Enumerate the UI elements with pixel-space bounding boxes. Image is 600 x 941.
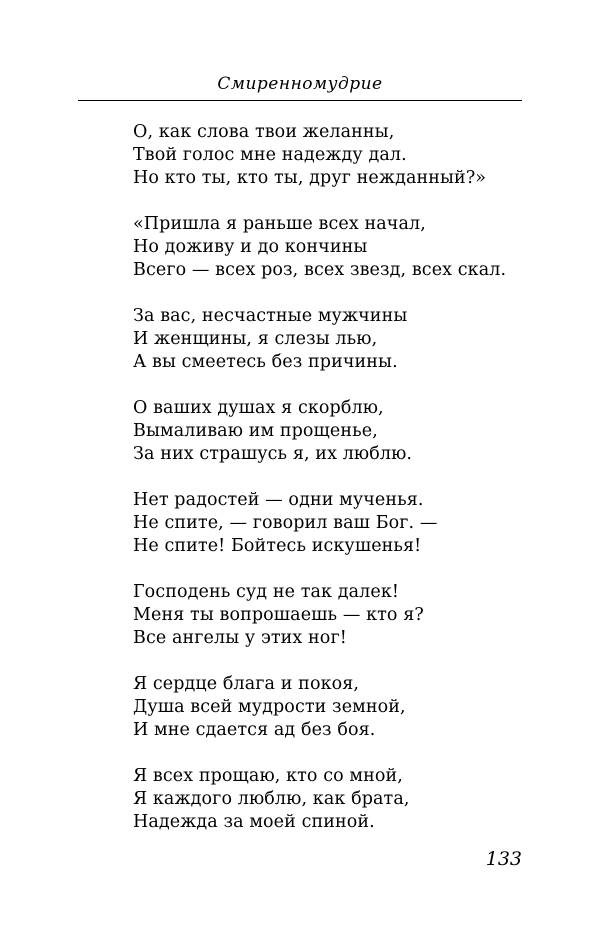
header-rule: [78, 100, 522, 101]
poem-line: Вымаливаю им прощенье,: [133, 421, 378, 441]
page-number: 133: [485, 848, 522, 870]
poem-line: Я каждого люблю, как брата,: [133, 789, 410, 809]
stanza-1: [133, 121, 533, 190]
poem-line: Всего — всех роз, всех звезд, всех скал.: [133, 260, 507, 280]
poem-line: «Пришла я раньше всех начал,: [133, 214, 426, 234]
stanza-8: [133, 765, 533, 834]
stanza-3: [133, 305, 533, 374]
stanza-5: [133, 489, 533, 558]
poem-line: Но кто ты, кто ты, друг нежданный?»: [133, 168, 487, 188]
poem-line: Твой голос мне надежду дал.: [133, 145, 407, 165]
poem-line: Господень суд не так далек!: [133, 582, 399, 602]
running-title: Смиренномудрие: [217, 74, 383, 94]
poem-line: Душа всей мудрости земной,: [133, 697, 406, 717]
poem-line: За вас, несчастные мужчины: [133, 306, 408, 326]
poem-line: Не спите! Бойтесь искушенья!: [133, 536, 422, 556]
poem-line: О ваших душах я скорблю,: [133, 398, 384, 418]
poem-line: Не спите, — говорил ваш Бог. —: [133, 513, 438, 533]
stanza-6: [133, 581, 533, 650]
poem: [133, 121, 533, 857]
poem-line: А вы смеетесь без причины.: [133, 352, 398, 372]
poem-line: Я всех прощаю, кто со мной,: [133, 766, 403, 786]
poem-line: Меня ты вопрошаешь — кто я?: [133, 605, 424, 625]
poem-line: Я сердце блага и покоя,: [133, 674, 360, 694]
poem-line: И женщины, я слезы лью,: [133, 329, 378, 349]
poem-line: Надежда за моей спиной.: [133, 812, 375, 832]
poem-line: Нет радостей — одни мученья.: [133, 490, 424, 510]
poem-line: О, как слова твои желанны,: [133, 122, 395, 142]
poem-line: Все ангелы у этих ног!: [133, 628, 347, 648]
poem-line: Но доживу и до кончины: [133, 237, 368, 257]
poem-line: И мне сдается ад без боя.: [133, 720, 376, 740]
stanza-7: [133, 673, 533, 742]
stanza-2: [133, 213, 533, 282]
stanza-4: [133, 397, 533, 466]
poem-line: За них страшусь я, их люблю.: [133, 444, 413, 464]
